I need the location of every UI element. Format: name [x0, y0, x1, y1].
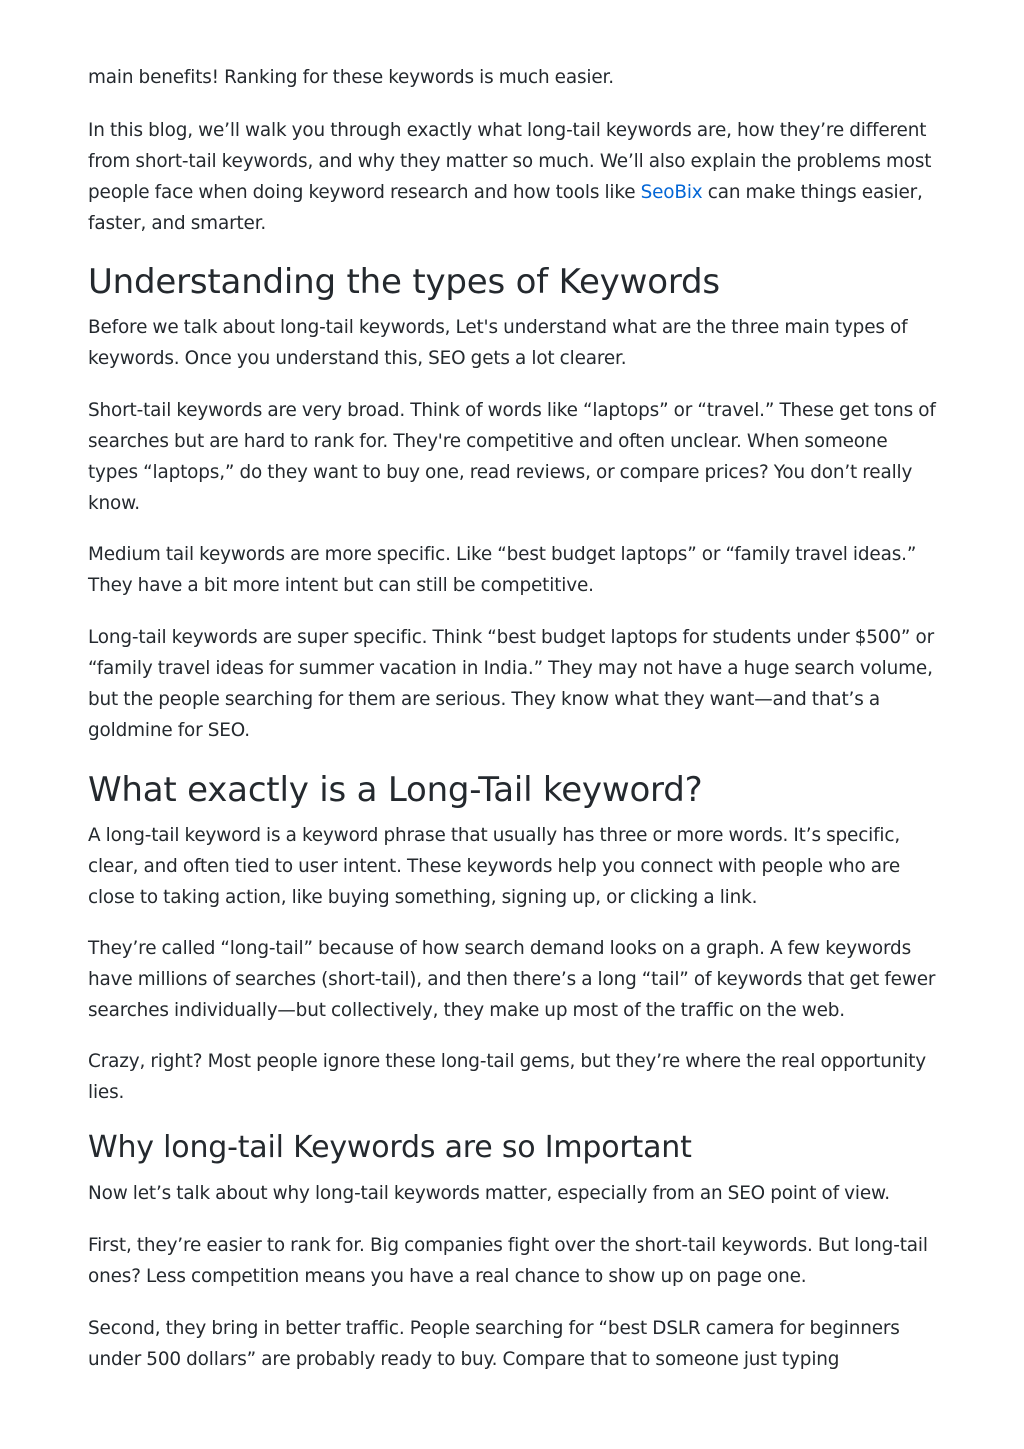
short-tail-paragraph: Short-tail keywords are very broad. Think of words like “laptops” or “travel.” These get tons of searches but are hard to rank for. They're competitive and often unclear. When someone types “laptops,” do they want to buy one, read reviews, or compare prices? You don’t really know.: [88, 400, 936, 514]
seobix-link[interactable]: SeoBix: [640, 182, 703, 203]
intro-blog-text-after: can make things easier, faster, and smarter.: [88, 182, 923, 234]
easier-to-rank-paragraph: First, they’re easier to rank for. Big companies fight over the short-tail keywords. But long-tail ones? Less competition means you have a real chance to show up on page one.: [88, 1235, 928, 1287]
better-traffic-paragraph: Second, they bring in better traffic. People searching for “best DSLR camera for beginners under 500 dollars” are probably ready to buy. Compare that to someone just typing: [88, 1318, 900, 1370]
long-tail-definition-paragraph: A long-tail keyword is a keyword phrase that usually has three or more words. It’s specific, clear, and often tied to user intent. These keywords help you connect with people who are close to taking action, like buying something, signing up, or clicking a link.: [88, 825, 901, 908]
long-tail-paragraph: Long-tail keywords are super specific. Think “best budget laptops for students under $500” or “family travel ideas for summer vacation in India.” They may not have a huge search volume, but the people searching for them are serious. They know what they want—and that’s a goldmine for SEO.: [88, 627, 934, 741]
section-heading-why-important: Why long-tail Keywords are so Important: [88, 1130, 692, 1165]
section-heading-keyword-types: Understanding the types of Keywords: [88, 262, 720, 302]
long-tail-opportunity-paragraph: Crazy, right? Most people ignore these long-tail gems, but they’re where the real opportunity lies.: [88, 1051, 926, 1103]
long-tail-name-origin-paragraph: They’re called “long-tail” because of how search demand looks on a graph. A few keywords have millions of searches (short-tail), and then there’s a long “tail” of keywords that get fewer searches individually—but collectively, they make up most of the traffic on the web.: [88, 938, 936, 1021]
intro-tail-paragraph: main benefits! Ranking for these keywords is much easier.: [88, 67, 614, 88]
medium-tail-paragraph: Medium tail keywords are more specific. Like “best budget laptops” or “family travel ideas.” They have a bit more intent but can still be competitive.: [88, 544, 917, 596]
intro-blog-paragraph: [88, 115, 938, 239]
why-important-intro-paragraph: Now let’s talk about why long-tail keywords matter, especially from an SEO point of view.: [88, 1183, 890, 1204]
section-heading-what-is-long-tail: What exactly is a Long-Tail keyword?: [88, 770, 703, 810]
intro-blog-text-before: In this blog, we’ll walk you through exactly what long-tail keywords are, how they’re different from short-tail keywords, and why they matter so much. We’ll also explain the problems most people face when doing keyword research and how tools like: [88, 120, 932, 203]
keyword-types-intro-paragraph: Before we talk about long-tail keywords, Let's understand what are the three main types of keywords. Once you understand this, SEO gets a lot clearer.: [88, 317, 908, 369]
